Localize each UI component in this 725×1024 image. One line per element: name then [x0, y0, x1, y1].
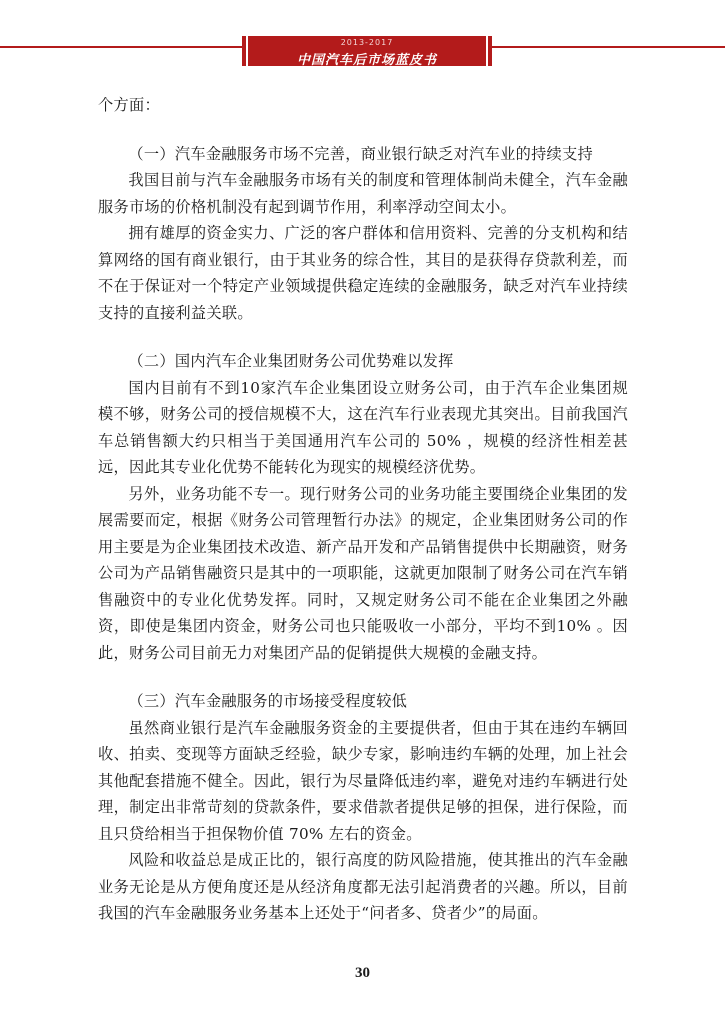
- header-title: 中国汽车后市场蓝皮书: [296, 53, 437, 68]
- header-years: 2013-2017: [340, 38, 394, 47]
- intro-text: 个方面：: [98, 96, 160, 114]
- section-3-paragraph-2: 风险和收益总是成正比的，银行高度的防风险措施，使其推出的汽车金融业务无论是从方便角度还是从经济角度都无法引起消费者的兴趣。所以，目前我国的汽车金融服务业务基本上还处于“问者多、贷者少”的局面。: [98, 851, 628, 922]
- section-2-heading: （二）国内汽车企业集团财务公司优势难以发挥: [128, 352, 454, 370]
- section-3-paragraph-1: 虽然商业银行是汽车金融服务资金的主要提供者，但由于其在违约车辆回收、拍卖、变现等方面缺乏经验，缺少专家，影响违约车辆的处理，加上社会其他配套措施不健全。因此，银行为尽量降低违约率，避免对违约车辆进行处理，制定出非常苛刻的贷款条件，要求借款者提供足够的担保，进行保险，而且只贷给相当于担保物价值 70% 左右的资金。: [98, 718, 628, 843]
- section-1-heading: （一）汽车金融服务市场不完善，商业银行缺乏对汽车业的持续支持: [128, 144, 594, 163]
- section-2-paragraph-2: 另外，业务功能不专一。现行财务公司的业务功能主要围绕企业集团的发展需要而定，根据《财务公司管理暂行办法》的规定，企业集团财务公司的作用主要是为企业集团技术改造、新产品开发和产品销售提供中长期融资，财务公司为产品销售融资只是其中的一项职能，这就更加限制了财务公司在汽车销售融资中的专业化优势发挥。同时，又规定财务公司不能在企业集团之外融资，即使是集团内资金，财务公司也只能吸收一小部分，平均不到10% 。因此，财务公司目前无力对集团产品的促销提供大规模的金融支持。: [98, 484, 628, 662]
- page-content: [98, 92, 628, 927]
- section-1-paragraph-1: 我国目前与汽车金融服务市场有关的制度和管理体制尚未健全，汽车金融服务市场的价格机制没有起到调节作用，利率浮动空间太小。: [98, 171, 628, 216]
- section-2-paragraph-1: 国内目前有不到10家汽车企业集团设立财务公司，由于汽车企业集团规模不够，财务公司的授信规模不大，这在汽车行业表现尤其突出。目前我国汽车总销售额大约只相当于美国通用汽车公司的 50% ，规模的经济性相差甚远，因此其专业化优势不能转化为现实的规模经济优势。: [98, 378, 628, 476]
- section-1-paragraph-2: 拥有雄厚的资金实力、广泛的客户群体和信用资料、完善的分支机构和结算网络的国有商业银行，由于其业务的综合性，其目的是获得存贷款利差，而不在于保证对一个特定产业领域提供稳定连续的金融服务，缺乏对汽车业持续支持的直接利益关联。: [98, 224, 628, 322]
- header-banner: [246, 36, 488, 66]
- section-3-heading: （三）汽车金融服务的市场接受程度较低: [128, 692, 408, 710]
- page-number: 30: [355, 965, 370, 981]
